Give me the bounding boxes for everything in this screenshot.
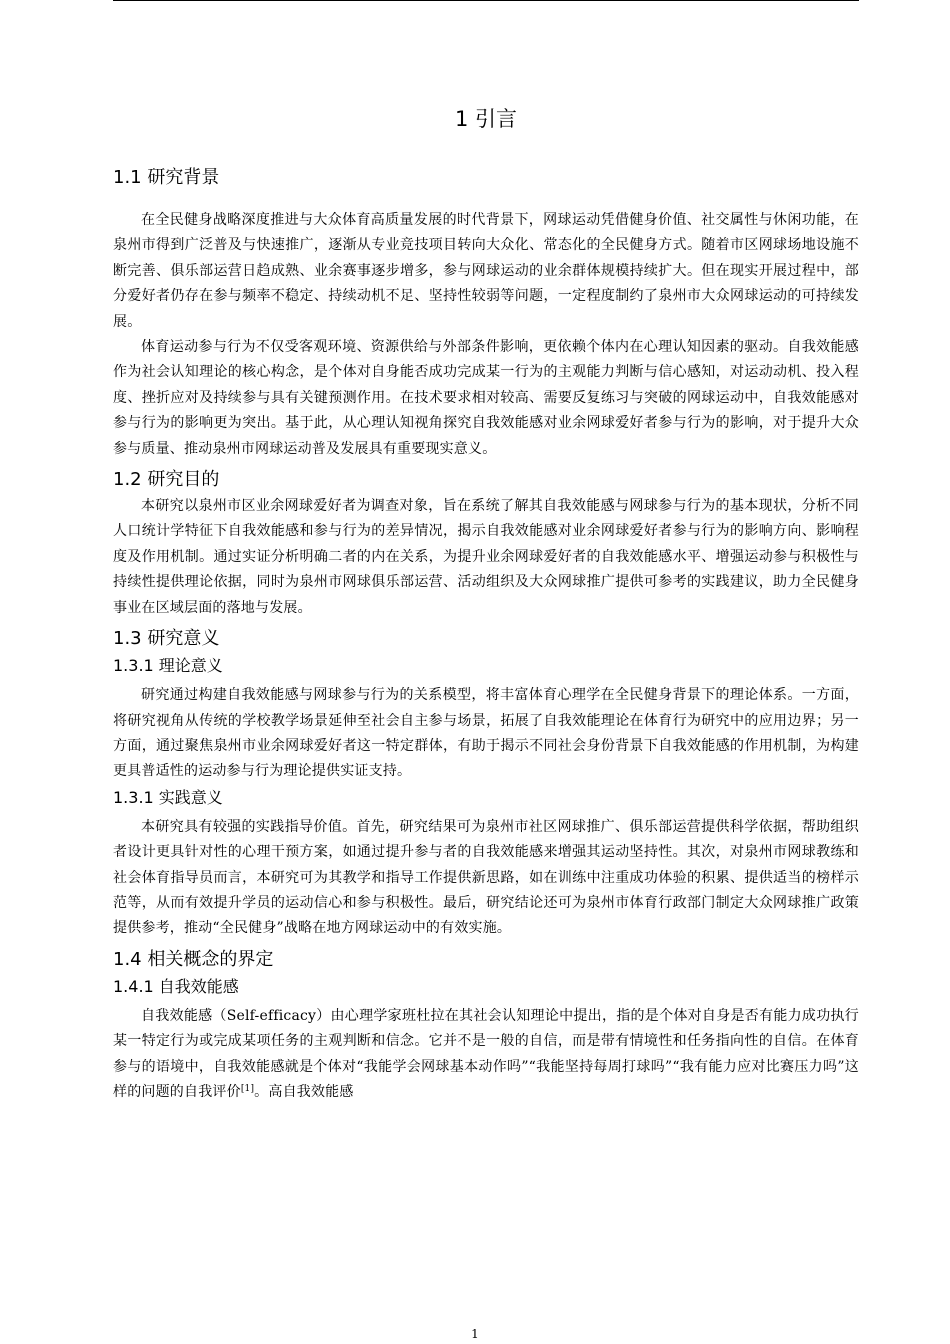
paragraph-purpose: 本研究以泉州市区业余网球爱好者为调查对象，旨在系统了解其自我效能感与网球参与行为的基本现状，分析不同人口统计学特征下自我效能感和参与行为的差异情况，揭示自我效能感对业余网球爱好者参与行为的影响方向、影响程度及作用机制。通过实证分析明确二者的内在关系，为提升业余网球爱好者的自我效能感水平、增强运动参与积极性与持续性提供理论依据，同时为泉州市网球俱乐部运营、活动组织及大众网球推广提供可参考的实践建议，助力全民健身事业在区域层面的落地与发展。 [113,498,859,616]
page-content [113,104,859,1105]
subsection-heading-practice: 1.3.1 实践意义 [113,787,223,807]
paragraph-background-1: 在全民健身战略深度推进与大众体育高质量发展的时代背景下，网球运动凭借健身价值、社交属性与休闲功能，在泉州市得到广泛普及与快速推广，逐渐从专业竞技项目转向大众化、常态化的全民健身方式。随着市区网球场地设施不断完善、俱乐部运营日趋成熟、业余赛事逐步增多，参与网球运动的业余群体规模持续扩大。但在现实开展过程中，部分爱好者仍存在参与频率不稳定、持续动机不足、坚持性较弱等问题，一定程度制约了泉州市大众网球运动的可持续发展。 [113,212,859,330]
page-number: 1 [471,1327,479,1341]
section-heading-1-1: 1.1 研究背景 [113,167,220,188]
self-efficacy-text: 自我效能感（Self-efficacy）由心理学家班杜拉在其社会认知理论中提出，指的是个体对自身是否有能力成功执行某一特定行为或完成某项任务的主观判断和信念。它并不是一般的自信，而是带有情境性和任务指向性的自信。在体育参与的语境中，自我效能感就是个体对“我能学会网球基本动作吗”“我能坚持每周打球吗”“我有能力应对比赛压力吗”这样的问题的自我评价 [113,1007,859,1100]
subsection-heading-self-efficacy: 1.4.1 自我效能感 [113,976,239,996]
citation-ref[interactable]: [1] [240,1083,255,1094]
paragraph-practice: 本研究具有较强的实践指导价值。首先，研究结果可为泉州市社区网球推广、俱乐部运营提供科学依据，帮助组织者设计更具针对性的心理干预方案，如通过提升参与者的自我效能感来增强其运动坚持性。其次，对泉州市网球教练和社会体育指导员而言，本研究可为其教学和指导工作提供新思路，如在训练中注重成功体验的积累、提供适当的榜样示范等，从而有效提升学员的运动信心和参与积极性。最后，研究结论还可为泉州市体育行政部门制定大众网球推广政策提供参考，推动“全民健身”战略在地方网球运动中的有效实施。 [113,818,859,937]
header-rule [113,0,859,1]
section-heading-1-4: 1.4 相关概念的界定 [113,948,274,970]
subsection-heading-theory: 1.3.1 理论意义 [113,656,223,676]
section-heading-1-3: 1.3 研究意义 [113,628,220,650]
self-efficacy-text-cont: 。高自我效能感 [254,1083,354,1100]
paragraph-theory: 研究通过构建自我效能感与网球参与行为的关系模型，将丰富体育心理学在全民健身背景下的理论体系。一方面，将研究视角从传统的学校教学场景延伸至社会自主参与场景，拓展了自我效能理论在体育行为研究中的应用边界；另一方面，通过聚焦泉州市业余网球爱好者这一特定群体，有助于揭示不同社会身份背景下自我效能感的作用机制，为构建更具普适性的运动参与行为理论提供实证支持。 [113,687,859,780]
section-heading-1-2: 1.2 研究目的 [113,469,220,491]
chapter-title: 1 引言 [454,107,518,131]
paragraph-background-2: 体育运动参与行为不仅受客观环境、资源供给与外部条件影响，更依赖个体内在心理认知因素的驱动。自我效能感作为社会认知理论的核心构念，是个体对自身能否成功完成某一行为的主观能力判断与信心感知，对运动动机、投入程度、挫折应对及持续参与具有关键预测作用。在技术要求相对较高、需要反复练习与突破的网球运动中，自我效能感对参与行为的影响更为突出。基于此，从心理认知视角探究自我效能感对业余网球爱好者参与行为的影响，对于提升大众参与质量、推动泉州市网球运动普及发展具有重要现实意义。 [113,339,859,457]
paragraph-self-efficacy [113,1004,859,1106]
